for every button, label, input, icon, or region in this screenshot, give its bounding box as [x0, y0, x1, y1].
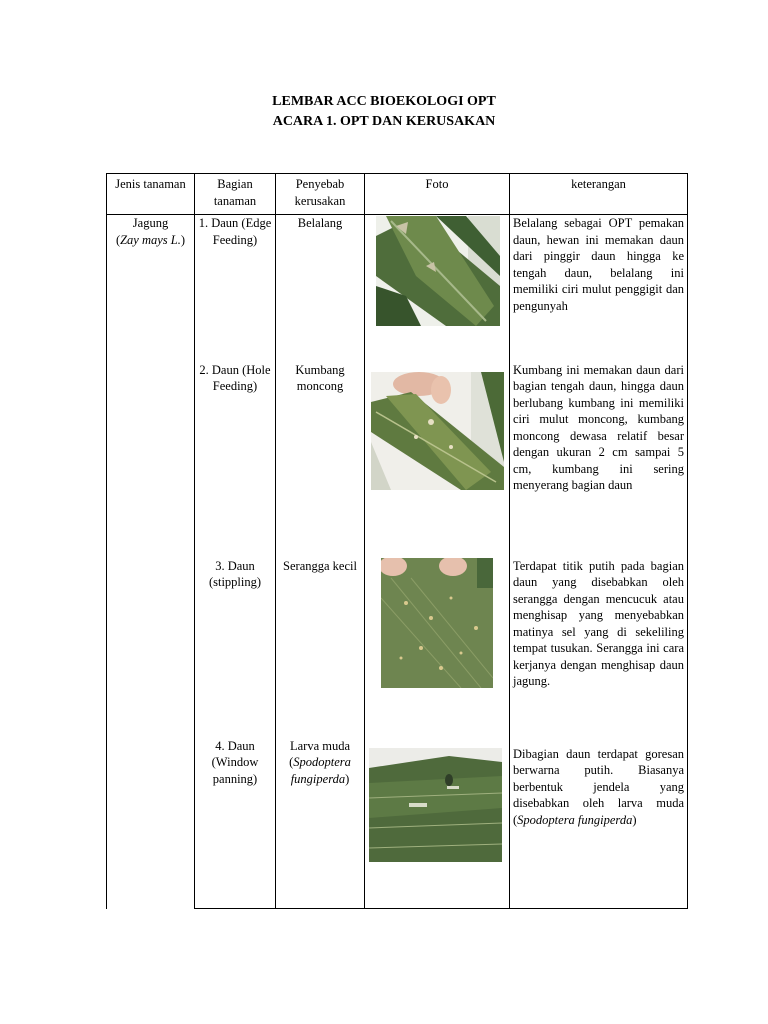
cause-cell — [276, 558, 365, 738]
desc-text: Belalang sebagai OPT pemakan daun, hewan ini memakan daun dari pinggir daun hingga ke tengah daun, belalang ini memiliki ciri mulut penggigit dan pengunyah — [513, 216, 684, 313]
table-row — [107, 362, 688, 558]
table-row — [107, 558, 688, 738]
part-cell — [195, 362, 276, 558]
part-cell — [195, 215, 276, 362]
cause-label: Belalang — [297, 216, 343, 230]
plant-cell: Jagung (Zay mays L.) — [107, 215, 195, 909]
plant-latin: Zay mays L. — [120, 232, 181, 247]
desc-cell — [510, 558, 688, 738]
header-foto: Foto — [365, 174, 510, 215]
table-row — [107, 738, 688, 909]
page-subtitle: ACARA 1. OPT DAN KERUSAKAN — [272, 114, 496, 129]
cause-label: Larva muda — [289, 738, 351, 753]
desc-latin: Spodoptera fungiperda — [517, 812, 633, 827]
leaf-photo-stippling — [381, 558, 493, 688]
header-penyebab: Penyebab kerusakan — [276, 174, 365, 215]
plant-name: Jagung — [132, 216, 169, 230]
photo-cell — [365, 558, 510, 738]
part-label: 2. Daun (Hole Feeding) — [199, 362, 271, 393]
photo-cell — [365, 362, 510, 558]
part-cell — [195, 558, 276, 738]
desc-cell: Dibagian daun terdapat goresan berwarna putih. Biasanya berbentuk jendela yang disebabkan oleh larva muda (Spodoptera fungiperda) — [510, 738, 688, 909]
leaf-photo-window-panning — [369, 748, 502, 862]
desc-text: Kumbang ini memakan daun dari bagian tengah daun, hingga daun berlubang kumbang ini memiliki ciri mulut moncong, kumbang moncong dewasa relatif besar dengan ukuran 2 cm sampai 5 cm, kumbang ini sering menyerang bagian daun — [513, 362, 684, 492]
part-cell — [195, 738, 276, 909]
page-title: LEMBAR ACC BIOEKOLOGI OPT — [272, 94, 496, 109]
pest-table — [106, 173, 688, 909]
desc-cell — [510, 215, 688, 362]
header-jenis: Jenis tanaman — [107, 174, 195, 215]
cause-cell — [276, 362, 365, 558]
cause-label: Serangga kecil — [283, 558, 357, 573]
photo-cell — [365, 738, 510, 909]
part-label: 4. Daun (Window panning) — [211, 738, 259, 786]
leaf-photo-hole-feeding — [371, 372, 504, 490]
photo-cell — [365, 215, 510, 362]
cause-label: Kumbang moncong — [295, 362, 345, 393]
leaf-photo-edge-feeding — [376, 216, 500, 326]
part-label: 3. Daun (stippling) — [208, 558, 262, 589]
header-bagian: Bagian tanaman — [195, 174, 276, 215]
cause-latin: Spodoptera fungiperda — [290, 755, 351, 786]
table-header — [107, 174, 688, 215]
cause-cell: Larva muda (Spodoptera fungiperda) — [276, 738, 365, 909]
table-row — [107, 215, 688, 362]
desc-text: Dibagian daun terdapat goresan berwarna putih. Biasanya berbentuk jendela yang disebabkan oleh larva muda — [513, 746, 684, 810]
desc-text: Terdapat titik putih pada bagian daun yang disebabkan oleh serangga dengan mencucuk atau menghisap yang menyebabkan matinya sel yang di sekeliling tempat tusukan. Serangga ini cara kerjanya dengan menghisap daun jagung. — [513, 558, 684, 688]
cause-cell — [276, 215, 365, 362]
part-label: 1. Daun (Edge Feeding) — [198, 216, 272, 247]
header-keterangan: keterangan — [510, 174, 688, 215]
desc-cell — [510, 362, 688, 558]
